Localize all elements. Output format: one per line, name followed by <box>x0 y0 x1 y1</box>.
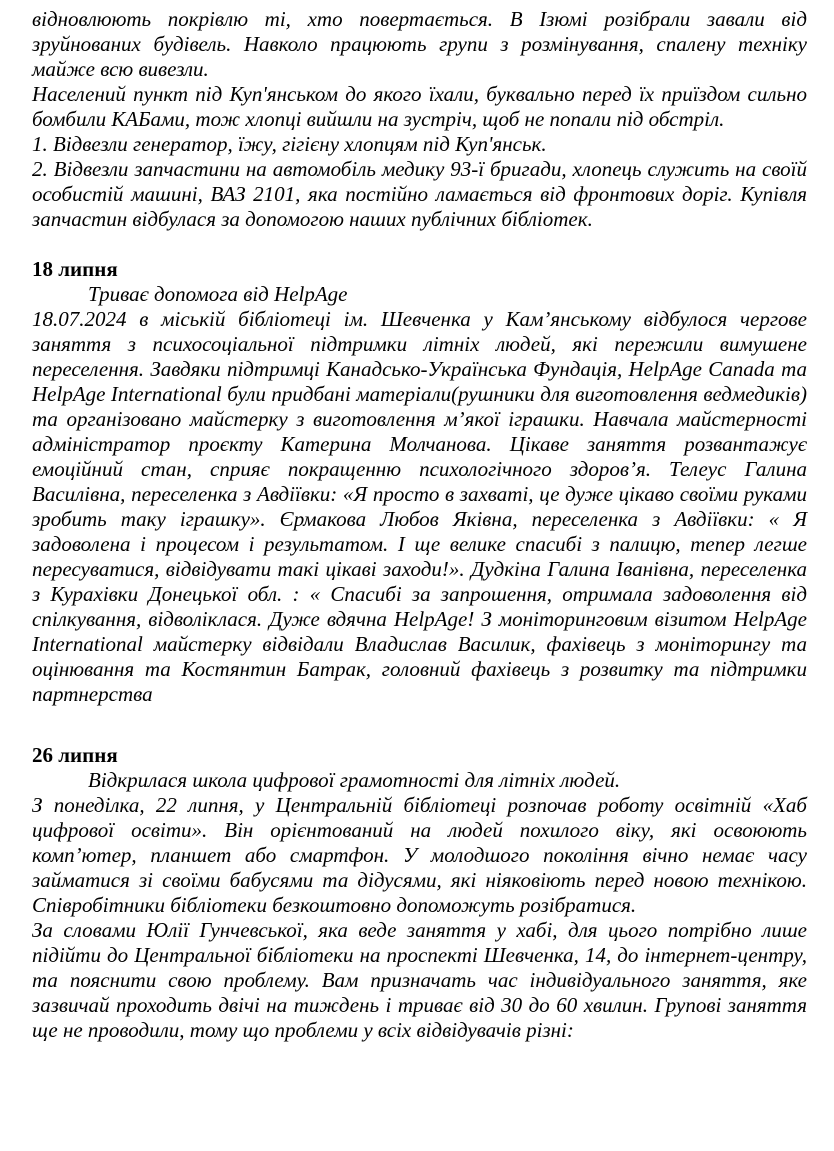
date-heading-july-18: 18 липня <box>32 257 118 281</box>
subtitle-digital-school: Відкрилася школа цифрової грамотності для літніх людей. <box>88 768 621 792</box>
kupiansk-paragraph: Населений пункт під Куп'янськом до якого їхали, буквально перед їх приїздом сильно бомбили КАБами, тож хлопці вийшли на зустріч, щоб не попали під обстріл. <box>32 82 807 131</box>
digital-hub-paragraph: З понеділка, 22 липня, у Центральній бібліотеці розпочав роботу освітній «Хаб цифрової освіти». Він орієнтований на людей похилого віку, які освоюють комп’ютер, планшет або смартфон. У молодшого покоління вічно немає часу займатися зі своїми бабусями та дідусями, які ніяковіють перед новою технікою. Співробітники бібліотеки безкоштовно допоможуть розібратися. <box>32 793 807 917</box>
helpage-paragraph: 18.07.2024 в міській бібліотеці ім. Шевченка у Кам’янському відбулося чергове заняття з психосоціальної підтримки літніх людей, які пережили вимушене переселення. Завдяки підтримці Канадсько-Українська Фундація, HelpAge Canada та HelpAge International були придбані матеріали(рушники для виготовлення ведмедиків) та організовано майстерку з виготовлення м’якої іграшки. Навчала майстерності адміністратор проєкту Катерина Молчанова. Цікаве заняття розвантажує емоційний стан, сприяє покращенню психологічного здоров’я. Телеус Галина Василівна, переселенка з Авдіївки: «Я просто в захваті, це дуже цікаво своїми руками зробить таку іграшку». Єрмакова Любов Яківна, переселенка з Авдіївки: « Я задоволена і процесом і результатом. І ще велике спасибі з палицю, тепер легше пересуватися, відвідувати такі цікаві заходи!». Дудкіна Галина Іванівна, переселенка з Курахівки Донецької обл. : « Спасибі за запрошення, отримала задоволення від спілкування, відволіклася. Дуже вдячна HelpAge! З моніторинговим візитом HelpAge International майстерку відвідали Владислав Василик, фахівець з моніторингу та оцінювання та Костянтин Батрак, головний фахівець з розвитку та підтримки партнерства <box>32 307 807 706</box>
list-item-2: 2. Відвезли запчастини на автомобіль медику 93-ї бригади, хлопець служить на своїй особистій машині, ВАЗ 2101, яка постійно ламається від фронтових доріг. Купівля запчастин відбулася за допомогою наших публічних бібліотек. <box>32 157 807 231</box>
list-item-1: 1. Відвезли генератор, їжу, гігієну хлопцям під Куп'янськ. <box>32 132 547 156</box>
date-heading-july-26: 26 липня <box>32 743 118 767</box>
continuation-paragraph: відновлюють покрівлю ті, хто повертається. В Ізюмі розібрали завали від зруйнованих будівель. Навколо працюють групи з розмінування, спалену техніку майже всю вивезли. <box>32 7 807 81</box>
subtitle-helpage: Триває допомога від HelpAge <box>88 282 348 306</box>
hub-details-paragraph: За словами Юлії Гунчевської, яка веде заняття у хабі, для цього потрібно лише підійти до Центральної бібліотеки на проспекті Шевченка, 14, до інтернет-центру, та пояснити свою проблему. Вам призначать час індивідуального заняття, яке зазвичай проходить двічі на тиждень і триває від 30 до 60 хвилин. Групові заняття ще не проводили, тому що проблеми у всіх відвідувачів різні: <box>32 918 807 1042</box>
